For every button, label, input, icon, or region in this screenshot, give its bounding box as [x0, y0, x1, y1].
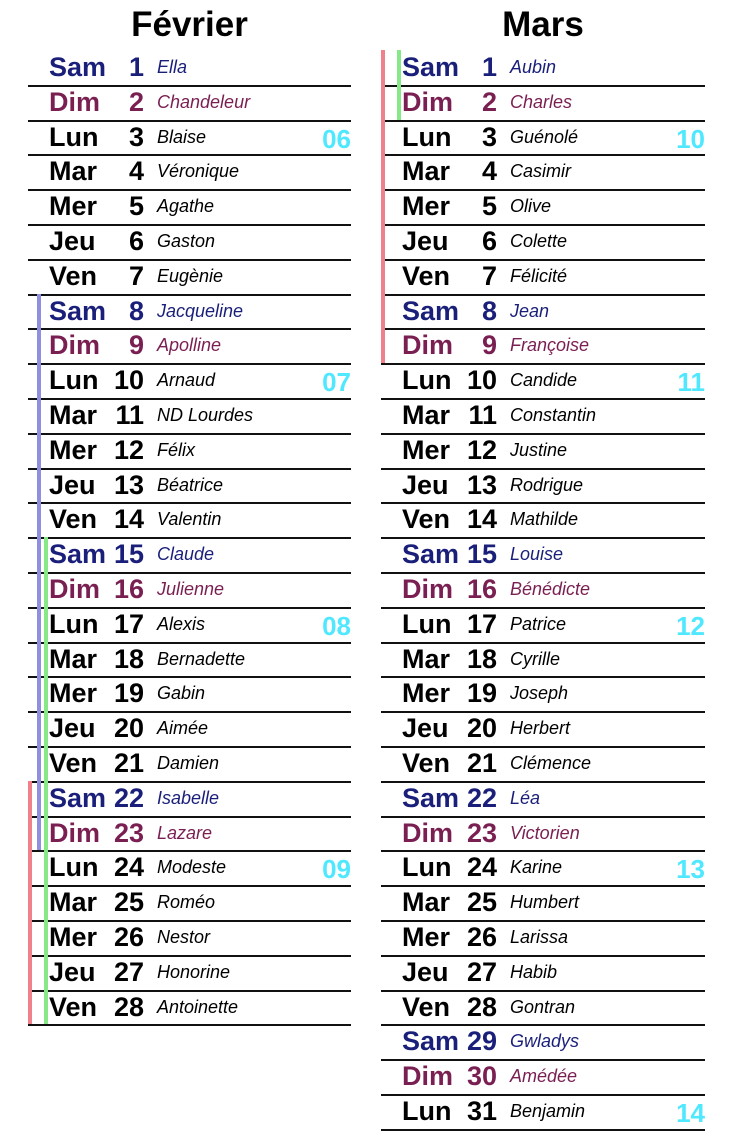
- weekday-label: Dim: [402, 1061, 454, 1092]
- weekday-label: Mer: [49, 191, 98, 222]
- day-number: 18: [113, 643, 144, 674]
- period-bar: [37, 433, 41, 468]
- period-bar: [397, 50, 401, 85]
- day-number: 16: [466, 574, 497, 604]
- day-row: [28, 955, 351, 992]
- period-bar: [381, 328, 385, 363]
- weekday-label: Dim: [49, 817, 101, 848]
- saint-name: Candide: [510, 370, 578, 391]
- day-row: [381, 50, 705, 87]
- saint-name: Habib: [510, 961, 558, 982]
- weekday-label: Ven: [49, 748, 98, 778]
- day-row: [28, 711, 351, 748]
- weekday-label: Mar: [49, 400, 98, 430]
- saint-name: Aimée: [157, 718, 209, 739]
- day-row: [381, 676, 705, 713]
- weekday-label: Ven: [402, 991, 451, 1022]
- day-number: 15: [113, 539, 144, 570]
- weekday-label: Ven: [402, 260, 451, 291]
- period-bar: [381, 120, 385, 155]
- saint-name: Modeste: [157, 857, 227, 878]
- saint-name: Karine: [510, 857, 563, 878]
- day-row: [381, 189, 705, 226]
- saint-name: Colette: [510, 231, 568, 251]
- weekday-label: Dim: [49, 330, 101, 361]
- period-bar: [44, 642, 48, 677]
- day-row: [381, 711, 705, 748]
- period-bar: [37, 816, 41, 851]
- weekday-label: Mer: [49, 434, 98, 465]
- period-bar: [397, 85, 401, 120]
- saint-name: Joseph: [510, 683, 569, 704]
- weekday-label: Jeu: [402, 956, 449, 987]
- weekday-label: Mer: [402, 434, 451, 465]
- day-number: 24: [466, 852, 497, 883]
- period-bar: [381, 50, 385, 85]
- day-number: 27: [113, 956, 144, 987]
- saint-name: Guénolé: [510, 126, 579, 147]
- day-number: 2: [128, 86, 144, 117]
- day-number: 23: [466, 817, 497, 848]
- day-number: 3: [128, 121, 144, 152]
- period-bar: [37, 468, 41, 503]
- saint-name: Chandeleur: [157, 91, 251, 112]
- day-row: [28, 816, 351, 853]
- saint-name: Bernadette: [157, 648, 246, 669]
- week-number: 08: [322, 610, 351, 641]
- period-bar: [381, 224, 385, 259]
- weekday-label: Dim: [402, 817, 454, 848]
- saint-name: Jacqueline: [157, 300, 244, 321]
- weekday-label: Jeu: [49, 226, 96, 256]
- day-row: [28, 50, 351, 87]
- day-row: [381, 816, 705, 853]
- saint-name: Alexis: [157, 613, 206, 634]
- period-bar: [44, 885, 48, 920]
- day-row: [381, 642, 705, 679]
- saint-name: Constantin: [510, 405, 597, 425]
- saint-name: Lazare: [157, 822, 213, 843]
- day-number: 28: [466, 991, 497, 1022]
- month-title: Mars: [502, 5, 584, 44]
- day-number: 2: [481, 86, 497, 117]
- weekday-label: Mer: [49, 678, 98, 709]
- period-bar: [28, 990, 32, 1025]
- day-row: [381, 433, 705, 470]
- day-row: [28, 502, 351, 539]
- saint-name: Clémence: [510, 753, 592, 773]
- weekday-label: Lun: [402, 121, 452, 152]
- day-row: [28, 572, 351, 609]
- saint-name: Victorien: [510, 822, 580, 843]
- saint-name: Benjamin: [510, 1101, 586, 1121]
- weekday-label: Mar: [49, 156, 98, 187]
- saint-name: Bénédicte: [510, 579, 591, 599]
- day-number: 20: [113, 713, 144, 744]
- day-row: [381, 781, 705, 818]
- day-number: 12: [466, 434, 497, 465]
- weekday-label: Jeu: [49, 713, 96, 744]
- saint-name: Roméo: [157, 892, 216, 913]
- day-number: 8: [128, 295, 144, 326]
- day-number: 19: [466, 678, 497, 709]
- week-number: 13: [676, 854, 705, 885]
- weekday-label: Sam: [49, 782, 107, 813]
- period-bar: [37, 746, 41, 781]
- period-bar: [44, 746, 48, 781]
- period-bar: [28, 781, 32, 816]
- day-row: [28, 850, 351, 887]
- saint-name: Honorine: [157, 961, 231, 982]
- saint-name: Valentin: [157, 509, 222, 530]
- day-row: [381, 885, 705, 922]
- period-bar: [37, 572, 41, 607]
- weekday-label: Mer: [402, 922, 451, 952]
- saint-name: Apolline: [157, 335, 222, 356]
- weekday-label: Mar: [402, 156, 451, 187]
- period-bar: [37, 398, 41, 433]
- day-row: [381, 746, 705, 783]
- day-row: [28, 746, 351, 783]
- saint-name: Patrice: [510, 613, 567, 634]
- day-row: [28, 363, 351, 400]
- day-number: 1: [481, 52, 497, 82]
- day-number: 30: [466, 1061, 497, 1092]
- saint-name: Olive: [510, 196, 552, 217]
- day-number: 5: [481, 191, 497, 222]
- day-number: 15: [466, 539, 497, 570]
- period-bar: [37, 607, 41, 642]
- day-number: 13: [113, 469, 144, 500]
- day-number: 26: [466, 922, 497, 952]
- saint-name: Amédée: [510, 1066, 578, 1087]
- period-bar: [37, 328, 41, 363]
- day-number: 31: [466, 1096, 497, 1126]
- weekday-label: Lun: [402, 852, 452, 883]
- saint-name: Véronique: [157, 161, 240, 182]
- day-row: [28, 885, 351, 922]
- period-bar: [28, 850, 32, 885]
- weekday-label: Mar: [402, 887, 451, 918]
- week-number: 06: [322, 123, 351, 154]
- day-number: 16: [113, 574, 144, 604]
- day-row: [28, 120, 351, 157]
- day-number: 20: [466, 713, 497, 744]
- weekday-label: Jeu: [402, 469, 449, 500]
- day-number: 26: [113, 922, 144, 952]
- weekday-label: Mar: [49, 643, 98, 674]
- saint-name: Nestor: [157, 927, 211, 947]
- period-bar: [44, 711, 48, 746]
- day-number: 9: [481, 330, 497, 361]
- week-number: 10: [676, 123, 705, 154]
- period-bar: [44, 920, 48, 955]
- day-row: [381, 1094, 705, 1131]
- period-bar: [381, 189, 385, 224]
- weekday-label: Mer: [49, 922, 98, 952]
- weekday-label: Lun: [49, 365, 99, 396]
- weekday-label: Dim: [402, 330, 454, 361]
- day-row: [381, 607, 705, 644]
- weekday-label: Mer: [402, 678, 451, 709]
- saint-name: Ella: [157, 57, 188, 77]
- day-row: [381, 363, 705, 400]
- day-row: [381, 1024, 705, 1061]
- day-row: [28, 676, 351, 713]
- saint-name: Claude: [157, 544, 215, 565]
- period-bar: [44, 676, 48, 711]
- period-bar: [44, 572, 48, 607]
- week-number: 11: [677, 367, 705, 398]
- day-number: 10: [466, 365, 497, 396]
- weekday-label: Lun: [402, 1096, 452, 1126]
- day-number: 4: [481, 156, 497, 187]
- day-number: 21: [113, 748, 144, 778]
- day-number: 5: [128, 191, 144, 222]
- day-row: [381, 572, 705, 609]
- day-row: [28, 468, 351, 505]
- day-number: 4: [128, 156, 144, 187]
- day-number: 21: [466, 748, 497, 778]
- day-number: 1: [128, 52, 144, 82]
- period-bar: [381, 294, 385, 329]
- day-number: 17: [113, 608, 144, 639]
- week-number: 12: [676, 610, 705, 641]
- day-row: [28, 990, 351, 1027]
- period-bar: [44, 850, 48, 885]
- day-number: 11: [468, 400, 497, 430]
- day-number: 7: [481, 260, 497, 291]
- period-bar: [28, 885, 32, 920]
- saint-name: ND Lourdes: [157, 405, 254, 425]
- saint-name: Blaise: [157, 126, 207, 147]
- day-row: [28, 433, 351, 470]
- weekday-label: Dim: [49, 86, 101, 117]
- day-row: [381, 120, 705, 157]
- period-bar: [44, 990, 48, 1025]
- day-row: [381, 154, 705, 191]
- day-number: 7: [128, 260, 144, 291]
- day-row: [28, 537, 351, 574]
- day-number: 14: [113, 504, 144, 535]
- period-bar: [37, 676, 41, 711]
- day-number: 18: [466, 643, 497, 674]
- day-row: [381, 502, 705, 539]
- day-row: [28, 259, 351, 296]
- period-bar: [44, 537, 48, 572]
- weekday-label: Jeu: [49, 956, 96, 987]
- saint-name: Françoise: [510, 335, 590, 356]
- weekday-label: Ven: [49, 991, 98, 1022]
- day-number: 13: [466, 469, 497, 500]
- day-row: [28, 920, 351, 957]
- day-number: 29: [466, 1026, 497, 1057]
- day-number: 28: [113, 991, 144, 1022]
- day-row: [28, 781, 351, 818]
- saint-name: Félix: [157, 439, 196, 460]
- day-row: [28, 398, 351, 435]
- saint-name: Larissa: [510, 927, 569, 947]
- period-bar: [28, 816, 32, 851]
- saint-name: Léa: [510, 787, 541, 808]
- saint-name: Gontran: [510, 996, 576, 1017]
- day-number: 22: [113, 782, 144, 813]
- period-bar: [37, 711, 41, 746]
- saint-name: Antoinette: [157, 996, 239, 1017]
- saint-name: Gaston: [157, 231, 216, 251]
- saint-name: Félicité: [510, 265, 568, 286]
- week-number: 09: [322, 854, 351, 885]
- day-number: 25: [466, 887, 497, 918]
- weekday-label: Jeu: [402, 713, 449, 744]
- day-row: [381, 259, 705, 296]
- saint-name: Eugènie: [157, 265, 224, 286]
- day-number: 6: [481, 226, 497, 256]
- weekday-label: Sam: [402, 52, 460, 82]
- day-row: [28, 224, 351, 261]
- period-bar: [381, 259, 385, 294]
- period-bar: [37, 537, 41, 572]
- day-row: [381, 85, 705, 122]
- day-number: 23: [113, 817, 144, 848]
- day-number: 19: [113, 678, 144, 709]
- saint-name: Agathe: [157, 196, 215, 217]
- weekday-label: Lun: [402, 608, 452, 639]
- weekday-label: Ven: [49, 504, 98, 535]
- weekday-label: Mer: [402, 191, 451, 222]
- day-row: [381, 920, 705, 957]
- weekday-label: Ven: [402, 748, 451, 778]
- period-bar: [28, 955, 32, 990]
- day-row: [28, 154, 351, 191]
- weekday-label: Jeu: [49, 469, 96, 500]
- period-bar: [37, 642, 41, 677]
- period-bar: [37, 781, 41, 816]
- saint-name: Aubin: [510, 57, 557, 77]
- saint-name: Damien: [157, 753, 220, 773]
- day-number: 22: [466, 782, 497, 813]
- day-row: [381, 328, 705, 365]
- day-number: 17: [466, 608, 497, 639]
- day-row: [381, 537, 705, 574]
- day-number: 14: [466, 504, 497, 535]
- weekday-label: Mar: [402, 643, 451, 674]
- day-row: [28, 328, 351, 365]
- day-number: 27: [466, 956, 497, 987]
- weekday-label: Dim: [402, 86, 454, 117]
- period-bar: [381, 154, 385, 189]
- weekday-label: Lun: [49, 608, 99, 639]
- weekday-label: Sam: [49, 52, 107, 82]
- saint-name: Isabelle: [157, 787, 220, 808]
- weekday-label: Sam: [49, 295, 107, 326]
- weekday-label: Sam: [402, 539, 460, 570]
- saint-name: Humbert: [510, 892, 580, 913]
- saint-name: Charles: [510, 91, 573, 112]
- saint-name: Gabin: [157, 683, 206, 704]
- week-number: 07: [322, 367, 351, 398]
- weekday-label: Lun: [49, 852, 99, 883]
- saint-name: Mathilde: [510, 509, 579, 530]
- day-row: [381, 1059, 705, 1096]
- period-bar: [28, 920, 32, 955]
- weekday-label: Dim: [402, 574, 454, 604]
- weekday-label: Sam: [402, 1026, 460, 1057]
- saint-name: Arnaud: [157, 370, 216, 391]
- day-number: 12: [113, 434, 144, 465]
- period-bar: [44, 816, 48, 851]
- day-number: 11: [115, 400, 144, 430]
- day-number: 9: [128, 330, 144, 361]
- day-row: [381, 468, 705, 505]
- period-bar: [44, 781, 48, 816]
- weekday-label: Ven: [49, 260, 98, 291]
- period-bar: [37, 502, 41, 537]
- period-bar: [44, 607, 48, 642]
- weekday-label: Sam: [402, 295, 460, 326]
- saint-name: Louise: [510, 544, 564, 565]
- day-number: 10: [113, 365, 144, 396]
- period-bar: [381, 85, 385, 120]
- day-row: [28, 85, 351, 122]
- day-number: 3: [481, 121, 497, 152]
- day-row: [381, 850, 705, 887]
- weekday-label: Lun: [49, 121, 99, 152]
- saint-name: Julienne: [157, 579, 225, 599]
- weekday-label: Ven: [402, 504, 451, 535]
- weekday-label: Sam: [49, 539, 107, 570]
- period-bar: [37, 363, 41, 398]
- day-row: [381, 294, 705, 331]
- day-row: [381, 398, 705, 435]
- day-row: [381, 224, 705, 261]
- period-bar: [37, 294, 41, 329]
- day-row: [28, 642, 351, 679]
- day-number: 25: [113, 887, 144, 918]
- day-number: 8: [481, 295, 497, 326]
- saint-name: Jean: [510, 300, 550, 321]
- month-title: Février: [131, 5, 248, 44]
- week-number: 14: [676, 1098, 705, 1128]
- weekday-label: Jeu: [402, 226, 449, 256]
- saint-name: Casimir: [510, 161, 571, 182]
- weekday-label: Sam: [402, 782, 460, 813]
- saint-name: Gwladys: [510, 1031, 580, 1052]
- saint-name: Herbert: [510, 718, 571, 739]
- saint-name: Justine: [510, 439, 568, 460]
- weekday-label: Lun: [402, 365, 452, 396]
- saint-name: Béatrice: [157, 474, 224, 495]
- weekday-label: Dim: [49, 574, 101, 604]
- day-number: 24: [113, 852, 144, 883]
- day-row: [28, 607, 351, 644]
- day-row: [28, 189, 351, 226]
- weekday-label: Mar: [402, 400, 451, 430]
- weekday-label: Mar: [49, 887, 98, 918]
- day-row: [28, 294, 351, 331]
- saint-name: Rodrigue: [510, 474, 584, 495]
- day-row: [381, 990, 705, 1027]
- day-row: [381, 955, 705, 992]
- period-bar: [44, 955, 48, 990]
- saint-name: Cyrille: [510, 648, 561, 669]
- day-number: 6: [128, 226, 144, 256]
